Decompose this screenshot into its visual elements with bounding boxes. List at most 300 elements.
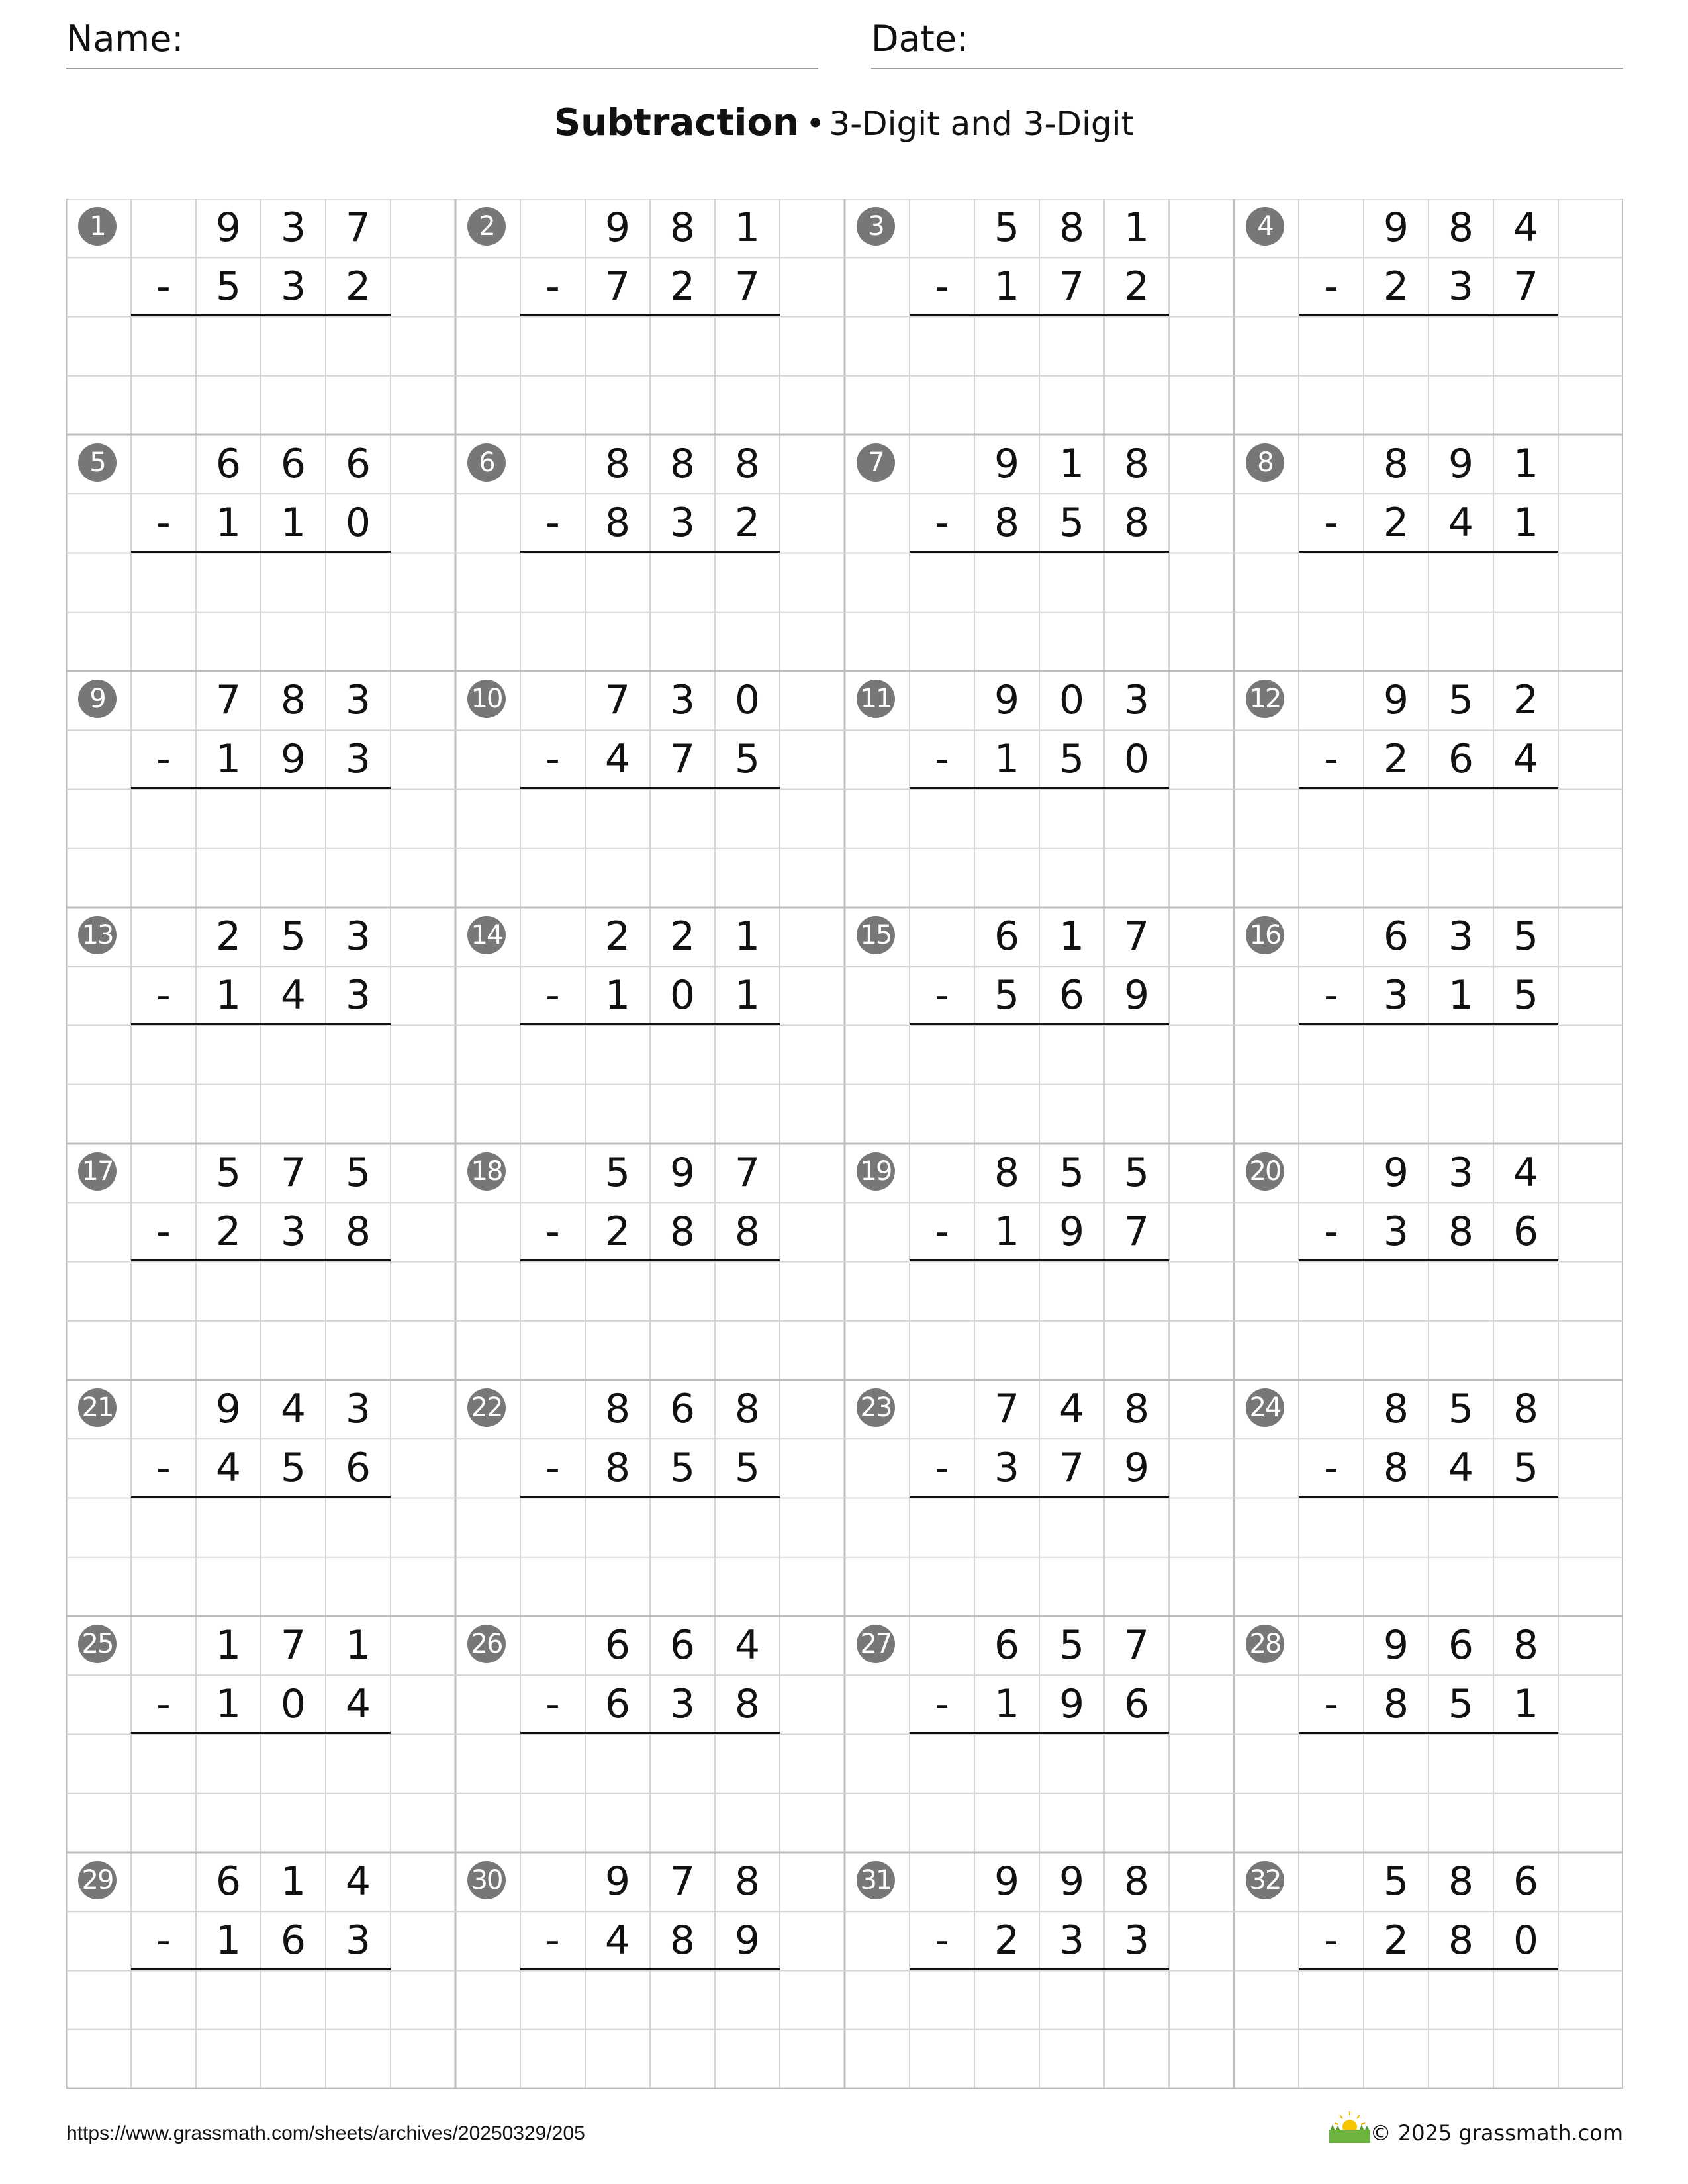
- answer-cell[interactable]: [1104, 1735, 1169, 1852]
- minuend-digit: 5: [1058, 1150, 1085, 1196]
- answer-cell[interactable]: [974, 554, 1039, 670]
- answer-underline: [1299, 1496, 1558, 1498]
- minus-sign: -: [1324, 1445, 1338, 1491]
- problem-5: [66, 435, 455, 671]
- minus-sign: -: [1324, 1917, 1338, 1964]
- minuend-digit: 7: [1123, 1622, 1150, 1668]
- problem-1: [66, 199, 455, 435]
- subtrahend-digit: 4: [345, 1681, 371, 1727]
- answer-underline: [1299, 787, 1558, 789]
- minuend-digit: 4: [1513, 1150, 1539, 1196]
- problem-19: [845, 1144, 1234, 1380]
- subtrahend-digit: 8: [734, 1681, 761, 1727]
- answer-cell[interactable]: [910, 1972, 974, 2088]
- answer-cell[interactable]: [1364, 1263, 1429, 1379]
- answer-cell[interactable]: [1039, 1499, 1104, 1615]
- minuend-digit: 7: [280, 1150, 306, 1196]
- answer-cell[interactable]: [261, 790, 326, 907]
- answer-cell[interactable]: [585, 1499, 650, 1615]
- subtrahend-digit: 3: [994, 1445, 1020, 1491]
- subtrahend-digit: 8: [1383, 1681, 1409, 1727]
- answer-cell[interactable]: [910, 1499, 974, 1615]
- answer-cell[interactable]: [131, 1026, 196, 1143]
- minuend-digit: 9: [604, 205, 631, 251]
- answer-cell[interactable]: [520, 554, 585, 670]
- minuend-digit: 8: [1123, 1386, 1150, 1432]
- answer-underline: [910, 551, 1169, 553]
- answer-cell[interactable]: [326, 1026, 391, 1143]
- answer-cell[interactable]: [1299, 554, 1364, 670]
- problem-number-badge: 24: [1246, 1388, 1284, 1427]
- answer-cell[interactable]: [585, 1735, 650, 1852]
- answer-cell[interactable]: [974, 1263, 1039, 1379]
- answer-cell[interactable]: [650, 1972, 715, 2088]
- minuend-digit: 6: [669, 1622, 696, 1668]
- answer-cell[interactable]: [1493, 1026, 1558, 1143]
- problem-number-badge: 5: [78, 443, 117, 482]
- answer-underline: [1299, 1732, 1558, 1734]
- answer-cell[interactable]: [326, 318, 391, 434]
- minuend-digit: 5: [280, 913, 306, 960]
- minuend-digit: 9: [1383, 1622, 1409, 1668]
- answer-cell[interactable]: [520, 1735, 585, 1852]
- answer-cell[interactable]: [1364, 318, 1429, 434]
- minus-sign: -: [545, 500, 560, 546]
- answer-cell[interactable]: [585, 318, 650, 434]
- answer-cell[interactable]: [650, 1735, 715, 1852]
- answer-cell[interactable]: [650, 1026, 715, 1143]
- minuend-digit: 3: [669, 677, 696, 723]
- answer-cell[interactable]: [650, 1499, 715, 1615]
- answer-cell[interactable]: [974, 1026, 1039, 1143]
- answer-cell[interactable]: [974, 790, 1039, 907]
- answer-cell[interactable]: [1299, 1972, 1364, 2088]
- minuend-digit: 2: [1513, 677, 1539, 723]
- subtrahend-digit: 2: [1123, 263, 1150, 310]
- answer-cell[interactable]: [650, 554, 715, 670]
- answer-cell[interactable]: [585, 1972, 650, 2088]
- problem-number-badge: 17: [78, 1152, 117, 1191]
- answer-cell[interactable]: [715, 790, 780, 907]
- minuend-digit: 8: [734, 1386, 761, 1432]
- answer-cell[interactable]: [974, 1735, 1039, 1852]
- answer-cell[interactable]: [1493, 554, 1558, 670]
- answer-cell[interactable]: [1493, 1972, 1558, 2088]
- subtrahend-digit: 9: [1058, 1208, 1085, 1255]
- answer-underline: [910, 314, 1169, 316]
- subtrahend-digit: 3: [280, 1208, 306, 1255]
- minuend-digit: 0: [1058, 677, 1085, 723]
- minuend-digit: 6: [994, 913, 1020, 960]
- problem-number-badge: 13: [78, 916, 117, 954]
- name-field[interactable]: [66, 68, 818, 69]
- answer-cell[interactable]: [520, 1263, 585, 1379]
- answer-cell[interactable]: [1429, 318, 1493, 434]
- answer-underline: [520, 1259, 780, 1261]
- minuend-digit: 7: [1123, 913, 1150, 960]
- answer-cell[interactable]: [1364, 554, 1429, 670]
- minuend-digit: 6: [1448, 1622, 1474, 1668]
- answer-cell[interactable]: [326, 1735, 391, 1852]
- answer-underline: [131, 1496, 391, 1498]
- minuend-digit: 8: [280, 677, 306, 723]
- subtrahend-digit: 7: [734, 263, 761, 310]
- answer-cell[interactable]: [715, 1026, 780, 1143]
- answer-cell[interactable]: [1039, 318, 1104, 434]
- answer-underline: [1299, 1968, 1558, 1970]
- answer-cell[interactable]: [1039, 1263, 1104, 1379]
- answer-cell[interactable]: [1493, 1735, 1558, 1852]
- subtrahend-digit: 1: [994, 1681, 1020, 1727]
- answer-cell[interactable]: [974, 1499, 1039, 1615]
- subtrahend-digit: 3: [1383, 972, 1409, 1019]
- problem-number-badge: 30: [467, 1861, 506, 1899]
- answer-cell[interactable]: [1104, 1972, 1169, 2088]
- minuend-digit: 5: [1383, 1858, 1409, 1905]
- answer-cell[interactable]: [261, 318, 326, 434]
- minuend-digit: 1: [280, 1858, 306, 1905]
- subtrahend-digit: 1: [280, 500, 306, 546]
- answer-cell[interactable]: [326, 790, 391, 907]
- problem-number-badge: 1: [78, 207, 117, 246]
- footer-copyright: © 2025 grassmath.com: [1370, 2120, 1623, 2146]
- subtrahend-digit: 3: [1123, 1917, 1150, 1964]
- answer-cell[interactable]: [910, 554, 974, 670]
- problem-26: [455, 1616, 845, 1852]
- subtrahend-digit: 8: [669, 1208, 696, 1255]
- answer-cell[interactable]: [1493, 790, 1558, 907]
- minuend-digit: 6: [215, 1858, 242, 1905]
- answer-cell[interactable]: [196, 1972, 261, 2088]
- subtrahend-digit: 8: [1383, 1445, 1409, 1491]
- minuend-digit: 5: [345, 1150, 371, 1196]
- subtrahend-digit: 2: [215, 1208, 242, 1255]
- subtrahend-digit: 1: [1513, 500, 1539, 546]
- answer-cell[interactable]: [910, 1263, 974, 1379]
- subtrahend-digit: 4: [1448, 1445, 1474, 1491]
- subtrahend-digit: 8: [1448, 1208, 1474, 1255]
- answer-cell[interactable]: [196, 554, 261, 670]
- minuend-digit: 1: [1058, 913, 1085, 960]
- answer-cell[interactable]: [910, 318, 974, 434]
- subtrahend-digit: 8: [604, 1445, 631, 1491]
- answer-cell[interactable]: [1039, 1972, 1104, 2088]
- answer-cell[interactable]: [261, 1026, 326, 1143]
- answer-cell[interactable]: [715, 1499, 780, 1615]
- subtrahend-digit: 2: [734, 500, 761, 546]
- subtrahend-digit: 2: [669, 263, 696, 310]
- problem-number-badge: 11: [857, 680, 895, 718]
- subtrahend-digit: 0: [345, 500, 371, 546]
- minus-sign: -: [156, 736, 171, 782]
- answer-cell[interactable]: [585, 554, 650, 670]
- subtrahend-digit: 5: [1058, 500, 1085, 546]
- minuend-digit: 2: [669, 913, 696, 960]
- answer-cell[interactable]: [1104, 790, 1169, 907]
- minuend-digit: 3: [1123, 677, 1150, 723]
- minuend-digit: 8: [1513, 1622, 1539, 1668]
- minuend-digit: 8: [1123, 441, 1150, 487]
- subtrahend-digit: 7: [1058, 1445, 1085, 1491]
- answer-cell[interactable]: [326, 554, 391, 670]
- answer-cell[interactable]: [326, 1263, 391, 1379]
- answer-cell[interactable]: [585, 1263, 650, 1379]
- answer-underline: [910, 1968, 1169, 1970]
- answer-underline: [1299, 1023, 1558, 1025]
- answer-cell[interactable]: [1429, 554, 1493, 670]
- subtrahend-digit: 2: [345, 263, 371, 310]
- answer-cell[interactable]: [131, 1735, 196, 1852]
- answer-cell[interactable]: [1039, 554, 1104, 670]
- subtrahend-digit: 2: [1383, 500, 1409, 546]
- answer-cell[interactable]: [196, 1735, 261, 1852]
- answer-cell[interactable]: [1104, 318, 1169, 434]
- problem-number-badge: 23: [857, 1388, 895, 1427]
- minuend-digit: 7: [669, 1858, 696, 1905]
- minus-sign: -: [935, 263, 949, 310]
- answer-cell[interactable]: [1429, 1972, 1493, 2088]
- minuend-digit: 9: [215, 205, 242, 251]
- answer-cell[interactable]: [131, 790, 196, 907]
- problem-10: [455, 671, 845, 907]
- answer-underline: [131, 1732, 391, 1734]
- minuend-digit: 6: [1383, 913, 1409, 960]
- subtrahend-digit: 8: [734, 1208, 761, 1255]
- answer-cell[interactable]: [326, 1499, 391, 1615]
- answer-cell[interactable]: [650, 790, 715, 907]
- answer-cell[interactable]: [1299, 1499, 1364, 1615]
- answer-cell[interactable]: [715, 554, 780, 670]
- subtrahend-digit: 1: [734, 972, 761, 1019]
- answer-cell[interactable]: [1039, 790, 1104, 907]
- answer-cell[interactable]: [261, 554, 326, 670]
- problem-number-badge: 8: [1246, 443, 1284, 482]
- subtrahend-digit: 7: [1123, 1208, 1150, 1255]
- answer-cell[interactable]: [131, 554, 196, 670]
- date-field[interactable]: [871, 68, 1623, 69]
- answer-cell[interactable]: [1364, 1499, 1429, 1615]
- problem-3: [845, 199, 1234, 435]
- answer-cell[interactable]: [131, 1972, 196, 2088]
- problem-9: [66, 671, 455, 907]
- minuend-digit: 1: [1513, 441, 1539, 487]
- minuend-digit: 6: [280, 441, 306, 487]
- subtrahend-digit: 0: [1513, 1917, 1539, 1964]
- answer-cell[interactable]: [1429, 790, 1493, 907]
- answer-underline: [131, 1968, 391, 1970]
- answer-cell[interactable]: [585, 790, 650, 907]
- minus-sign: -: [1324, 972, 1338, 1019]
- answer-cell[interactable]: [650, 1263, 715, 1379]
- problem-number-badge: 19: [857, 1152, 895, 1191]
- answer-cell[interactable]: [715, 318, 780, 434]
- answer-cell[interactable]: [1039, 1735, 1104, 1852]
- subtrahend-digit: 9: [734, 1917, 761, 1964]
- answer-cell[interactable]: [910, 790, 974, 907]
- answer-cell[interactable]: [326, 1972, 391, 2088]
- answer-cell[interactable]: [715, 1735, 780, 1852]
- subtrahend-digit: 5: [669, 1445, 696, 1491]
- answer-cell[interactable]: [1104, 554, 1169, 670]
- answer-cell[interactable]: [1364, 1972, 1429, 2088]
- answer-cell[interactable]: [1429, 1499, 1493, 1615]
- worksheet-grid: [66, 199, 1623, 2089]
- answer-underline: [520, 1968, 780, 1970]
- answer-cell[interactable]: [520, 790, 585, 907]
- answer-cell[interactable]: [1299, 1735, 1364, 1852]
- answer-cell[interactable]: [520, 1026, 585, 1143]
- answer-cell[interactable]: [131, 1263, 196, 1379]
- answer-cell[interactable]: [650, 318, 715, 434]
- minuend-digit: 1: [215, 1622, 242, 1668]
- answer-cell[interactable]: [196, 790, 261, 907]
- subtrahend-digit: 6: [1513, 1208, 1539, 1255]
- answer-cell[interactable]: [1364, 1735, 1429, 1852]
- minuend-digit: 8: [1058, 205, 1085, 251]
- problem-number-badge: 7: [857, 443, 895, 482]
- answer-cell[interactable]: [1429, 1735, 1493, 1852]
- answer-underline: [131, 551, 391, 553]
- minus-sign: -: [1324, 736, 1338, 782]
- minus-sign: -: [935, 1445, 949, 1491]
- problem-29: [66, 1852, 455, 2089]
- minuend-digit: 8: [1448, 205, 1474, 251]
- minus-sign: -: [1324, 1208, 1338, 1255]
- subtrahend-digit: 1: [994, 1208, 1020, 1255]
- problem-21: [66, 1380, 455, 1616]
- subtrahend-digit: 1: [604, 972, 631, 1019]
- minuend-digit: 5: [994, 205, 1020, 251]
- minuend-digit: 8: [669, 441, 696, 487]
- subtrahend-digit: 9: [1058, 1681, 1085, 1727]
- answer-cell[interactable]: [1104, 1499, 1169, 1615]
- subtrahend-digit: 2: [1383, 1917, 1409, 1964]
- minuend-digit: 3: [345, 1386, 371, 1432]
- answer-cell[interactable]: [131, 1499, 196, 1615]
- answer-cell[interactable]: [520, 318, 585, 434]
- minuend-digit: 9: [994, 677, 1020, 723]
- answer-cell[interactable]: [1299, 318, 1364, 434]
- answer-cell[interactable]: [715, 1263, 780, 1379]
- subtrahend-digit: 2: [1383, 736, 1409, 782]
- answer-cell[interactable]: [1493, 318, 1558, 434]
- problem-6: [455, 435, 845, 671]
- problem-number-badge: 14: [467, 916, 506, 954]
- minuend-digit: 8: [1123, 1858, 1150, 1905]
- subtrahend-digit: 4: [1448, 500, 1474, 546]
- answer-cell[interactable]: [520, 1972, 585, 2088]
- answer-cell[interactable]: [196, 1499, 261, 1615]
- answer-underline: [910, 1023, 1169, 1025]
- minuend-digit: 9: [215, 1386, 242, 1432]
- answer-cell[interactable]: [1364, 1026, 1429, 1143]
- answer-cell[interactable]: [261, 1735, 326, 1852]
- answer-cell[interactable]: [196, 318, 261, 434]
- minuend-digit: 9: [994, 441, 1020, 487]
- minuend-digit: 0: [734, 677, 761, 723]
- problem-number-badge: 9: [78, 680, 117, 718]
- answer-cell[interactable]: [1429, 1026, 1493, 1143]
- answer-cell[interactable]: [1299, 790, 1364, 907]
- answer-cell[interactable]: [196, 1026, 261, 1143]
- answer-cell[interactable]: [910, 1735, 974, 1852]
- subtrahend-digit: 6: [1123, 1681, 1150, 1727]
- problem-18: [455, 1144, 845, 1380]
- subtrahend-digit: 5: [994, 972, 1020, 1019]
- problem-number-badge: 2: [467, 207, 506, 246]
- minuend-digit: 8: [994, 1150, 1020, 1196]
- answer-cell[interactable]: [974, 1972, 1039, 2088]
- subtrahend-digit: 8: [1123, 500, 1150, 546]
- minuend-digit: 9: [1383, 205, 1409, 251]
- problem-number-badge: 29: [78, 1861, 117, 1899]
- subtrahend-digit: 4: [604, 736, 631, 782]
- answer-underline: [131, 1259, 391, 1261]
- minus-sign: -: [156, 263, 171, 310]
- minuend-digit: 4: [1513, 205, 1539, 251]
- answer-cell[interactable]: [1104, 1263, 1169, 1379]
- minuend-digit: 1: [1058, 441, 1085, 487]
- answer-cell[interactable]: [1493, 1263, 1558, 1379]
- answer-cell[interactable]: [520, 1499, 585, 1615]
- minuend-digit: 8: [1383, 1386, 1409, 1432]
- minuend-digit: 5: [215, 1150, 242, 1196]
- answer-cell[interactable]: [585, 1026, 650, 1143]
- subtrahend-digit: 1: [215, 972, 242, 1019]
- minus-sign: -: [935, 1208, 949, 1255]
- problem-number-badge: 12: [1246, 680, 1284, 718]
- answer-cell[interactable]: [1299, 1026, 1364, 1143]
- answer-cell[interactable]: [196, 1263, 261, 1379]
- subtrahend-digit: 0: [1123, 736, 1150, 782]
- answer-cell[interactable]: [910, 1026, 974, 1143]
- subtrahend-digit: 5: [280, 1445, 306, 1491]
- problem-23: [845, 1380, 1234, 1616]
- answer-cell[interactable]: [1104, 1026, 1169, 1143]
- minus-sign: -: [1324, 1681, 1338, 1727]
- answer-cell[interactable]: [261, 1263, 326, 1379]
- minuend-digit: 3: [345, 913, 371, 960]
- answer-cell[interactable]: [131, 318, 196, 434]
- answer-underline: [520, 787, 780, 789]
- answer-cell[interactable]: [1364, 790, 1429, 907]
- minuend-digit: 7: [994, 1386, 1020, 1432]
- answer-cell[interactable]: [715, 1972, 780, 2088]
- answer-cell[interactable]: [1429, 1263, 1493, 1379]
- subtrahend-digit: 8: [604, 500, 631, 546]
- answer-cell[interactable]: [1039, 1026, 1104, 1143]
- answer-cell[interactable]: [1493, 1499, 1558, 1615]
- minus-sign: -: [935, 1917, 949, 1964]
- minuend-digit: 1: [734, 913, 761, 960]
- answer-underline: [520, 551, 780, 553]
- minus-sign: -: [1324, 500, 1338, 546]
- minus-sign: -: [156, 972, 171, 1019]
- answer-cell[interactable]: [1299, 1263, 1364, 1379]
- answer-cell[interactable]: [261, 1499, 326, 1615]
- problem-number-badge: 4: [1246, 207, 1284, 246]
- minus-sign: -: [545, 263, 560, 310]
- problem-number-badge: 22: [467, 1388, 506, 1427]
- minuend-digit: 2: [215, 913, 242, 960]
- problem-number-badge: 20: [1246, 1152, 1284, 1191]
- subtrahend-digit: 8: [669, 1917, 696, 1964]
- subtrahend-digit: 4: [604, 1917, 631, 1964]
- subtrahend-digit: 7: [604, 263, 631, 310]
- answer-cell[interactable]: [261, 1972, 326, 2088]
- minuend-digit: 9: [1383, 1150, 1409, 1196]
- answer-cell[interactable]: [974, 318, 1039, 434]
